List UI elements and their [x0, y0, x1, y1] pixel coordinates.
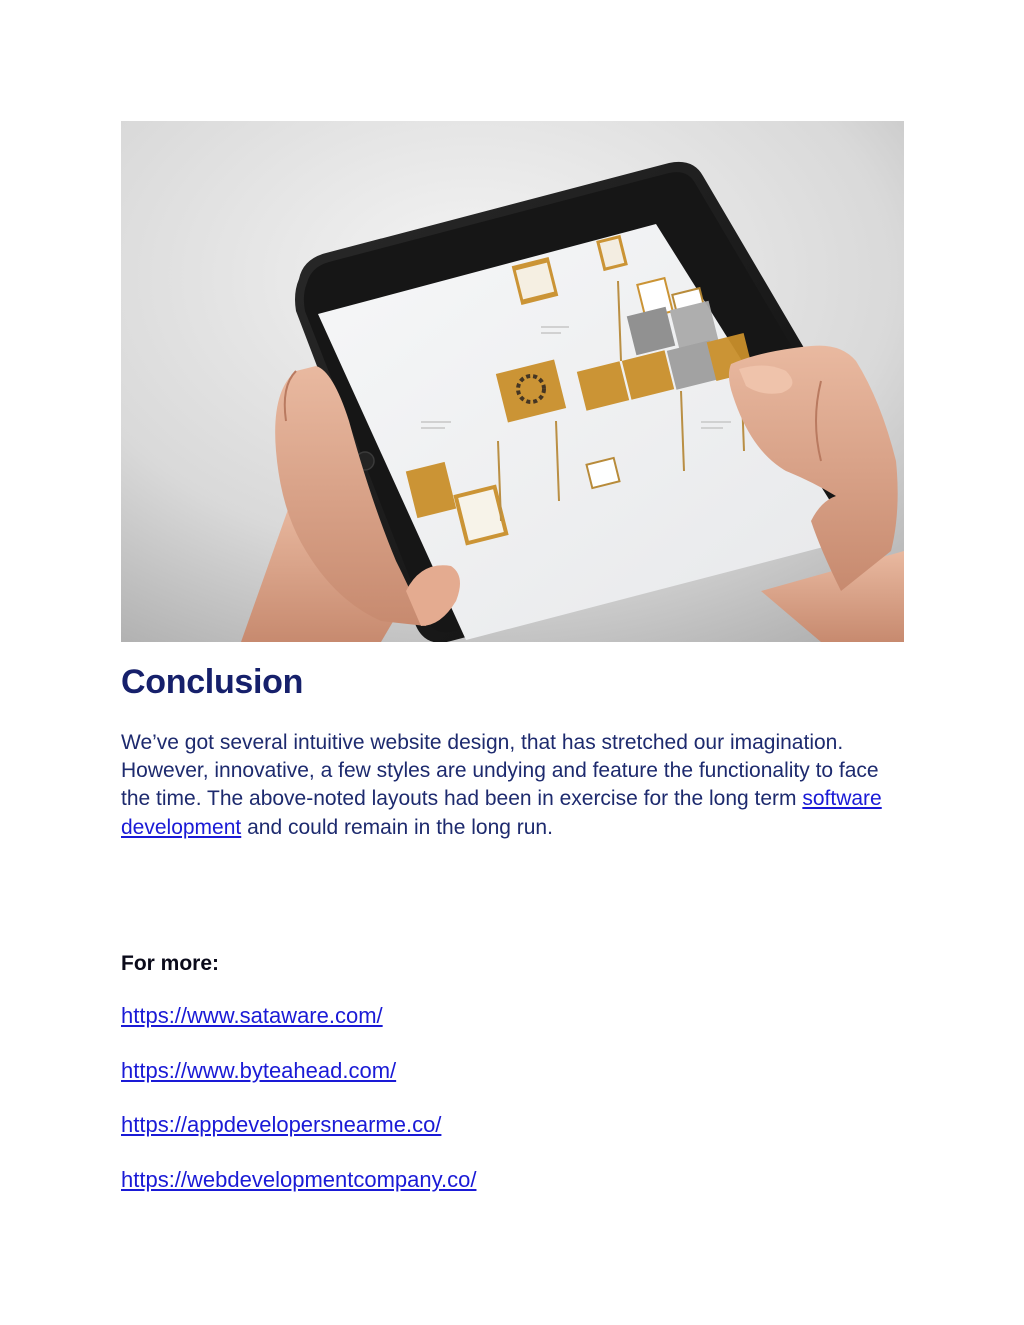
- page-title: Conclusion: [121, 663, 304, 701]
- software-development-link[interactable]: software development: [121, 787, 882, 839]
- link-sataware[interactable]: https://www.sataware.com/: [121, 1003, 383, 1028]
- tablet-in-hands-icon: [121, 121, 904, 642]
- link-byteahead[interactable]: https://www.byteahead.com/: [121, 1058, 397, 1083]
- link-appdevelopersnearme[interactable]: https://appdevelopersnearme.co/: [121, 1112, 442, 1137]
- for-more-label: For more:: [121, 952, 220, 975]
- paragraph-text-start: We’ve got several intuitive website design, that has stretched our imagination. However, innovative, a few styles are undying and feature the functionality to face the time. The above-noted layouts had been in exercise for the long term: [121, 731, 879, 811]
- conclusion-paragraph: [121, 729, 911, 842]
- link-webdevelopmentcompany[interactable]: https://webdevelopmentcompany.co/: [121, 1167, 477, 1192]
- tablet-photo: [121, 121, 904, 642]
- paragraph-text-end: and could remain in the long run.: [241, 815, 553, 839]
